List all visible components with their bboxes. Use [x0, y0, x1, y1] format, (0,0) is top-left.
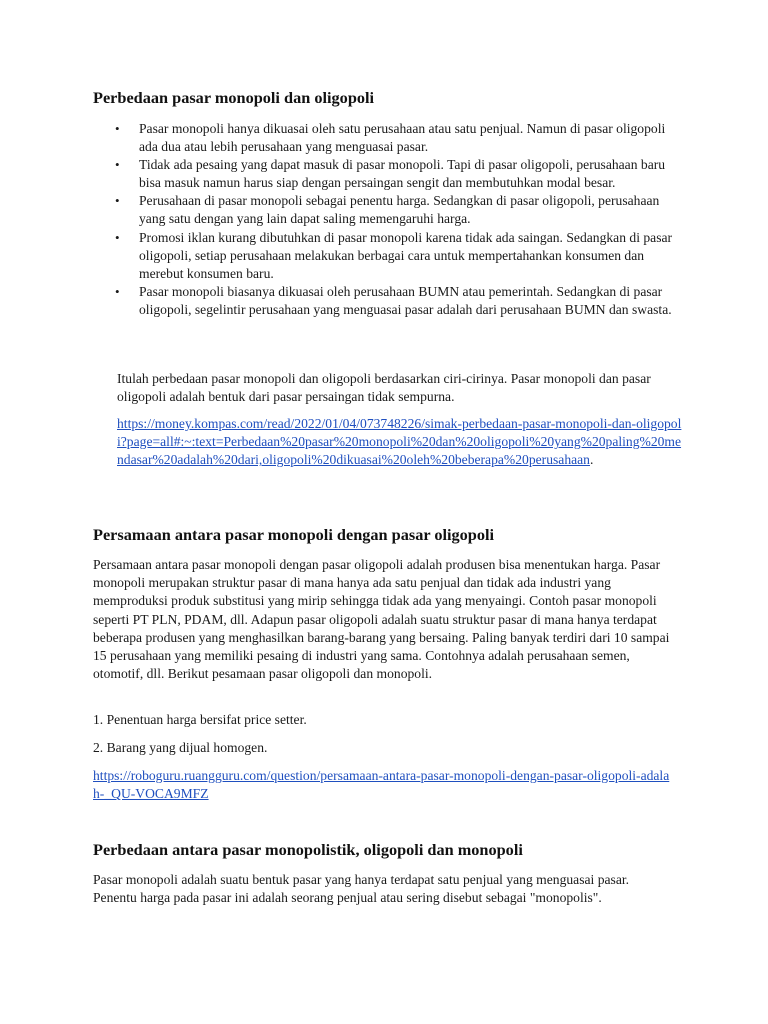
- source-link-paragraph: [117, 415, 687, 470]
- section-heading-perbedaan-monopoli-oligopoli: Perbedaan pasar monopoli dan oligopoli: [93, 88, 375, 107]
- bullet-icon: •: [115, 121, 120, 136]
- persamaan-paragraph: Persamaan antara pasar monopoli dengan pasar oligopoli adalah produsen bisa menentukan harga. Pasar monopoli merupakan struktur pasar di mana hanya ada satu penjual dan tidak ada industri yang memproduksi produk substitusi yang mirip sehingga tidak ada yang menyaingi. Contoh pasar monopoli seperti PT PLN, PDAM, dll. Adapun pasar oligopoli adalah suatu struktur pasar di mana hanya terdapat beberapa produsen yang menghasilkan barang-barang yang bersaing. Paling banyak terdiri dari 10 sampai 15 perusahaan yang memiliki pesaing di industri yang sama. Contohnya adalah perusahaan semen, otomotif, dll. Berikut pesamaan pasar oligopoli dan monopoli.: [93, 557, 670, 682]
- numbered-item-2: 2. Barang yang dijual homogen.: [93, 740, 268, 755]
- kompas-source-link[interactable]: https://money.kompas.com/read/2022/01/04/073748226/simak-perbedaan-pasar-monopoli-dan-oligopoli?page=all#:~:text=Perbedaan%20pasar%20monopoli%20dan%20oligopoli%20yang%20paling%20mendasar%20adalah%20dari,oligopoli%20dikuasai%20oleh%20beberapa%20perusahaan: [117, 416, 682, 468]
- list-item-text: Tidak ada pesaing yang dapat masuk di pasar monopoli. Tapi di pasar oligopoli, perusahaan baru bisa masuk namun harus siap dengan persaingan sengit dan membutuhkan modal besar.: [139, 157, 666, 191]
- list-item: [115, 192, 675, 228]
- list-item: [115, 229, 675, 283]
- monopoli-definition-paragraph: Pasar monopoli adalah suatu bentuk pasar yang hanya terdapat satu penjual yang menguasai pasar. Penentu harga pada pasar ini adalah seorang penjual atau sering disebut sebagai "monopolis".: [93, 872, 630, 906]
- bullet-icon: •: [115, 283, 120, 299]
- bullet-icon: •: [115, 229, 120, 245]
- list-item-text: Perusahaan di pasar monopoli sebagai penentu harga. Sedangkan di pasar oligopoli, perusahaan yang satu dengan yang lain dapat saling memengaruhi harga.: [139, 193, 660, 227]
- section-heading-persamaan: Persamaan antara pasar monopoli dengan pasar oligopoli: [93, 525, 495, 544]
- closing-paragraph: Itulah perbedaan pasar monopoli dan oligopoli berdasarkan ciri-cirinya. Pasar monopoli dan pasar oligopoli adalah bentuk dari pasar persaingan tidak sempurna.: [117, 371, 651, 405]
- bullet-icon: •: [115, 157, 120, 173]
- roboguru-source-link[interactable]: https://roboguru.ruangguru.com/question/persamaan-antara-pasar-monopoli-dengan-pasar-oligopoli-adalah-_QU-VOCA9MFZ: [93, 768, 670, 802]
- list-item: [115, 120, 675, 156]
- list-item: [115, 156, 675, 192]
- section-heading-monopolistik: Perbedaan antara pasar monopolistik, oligopoli dan monopoli: [93, 840, 523, 859]
- source-link-paragraph: [93, 767, 673, 803]
- list-item-text: Pasar monopoli biasanya dikuasai oleh perusahaan BUMN atau pemerintah. Sedangkan di pasar oligopoli, segelintir perusahaan yang menguasai pasar adalah dari perusahaan BUMN dan swasta.: [139, 283, 672, 317]
- list-item-text: Promosi iklan kurang dibutuhkan di pasar monopoli karena tidak ada saingan. Sedangkan di pasar oligopoli, setiap perusahaan melakukan berbagai cara untuk mempertahankan konsumen dan merebut konsumen baru.: [139, 229, 673, 281]
- link-period: .: [589, 452, 594, 468]
- difference-bullet-list: [115, 120, 675, 319]
- list-item-text: Pasar monopoli hanya dikuasai oleh satu perusahaan atau satu penjual. Namun di pasar oligopoli ada dua atau lebih perusahaan yang menguasai pasar.: [139, 121, 666, 155]
- numbered-item-1: 1. Penentuan harga bersifat price setter.: [93, 712, 307, 727]
- list-item: [115, 283, 675, 319]
- bullet-icon: •: [115, 193, 120, 209]
